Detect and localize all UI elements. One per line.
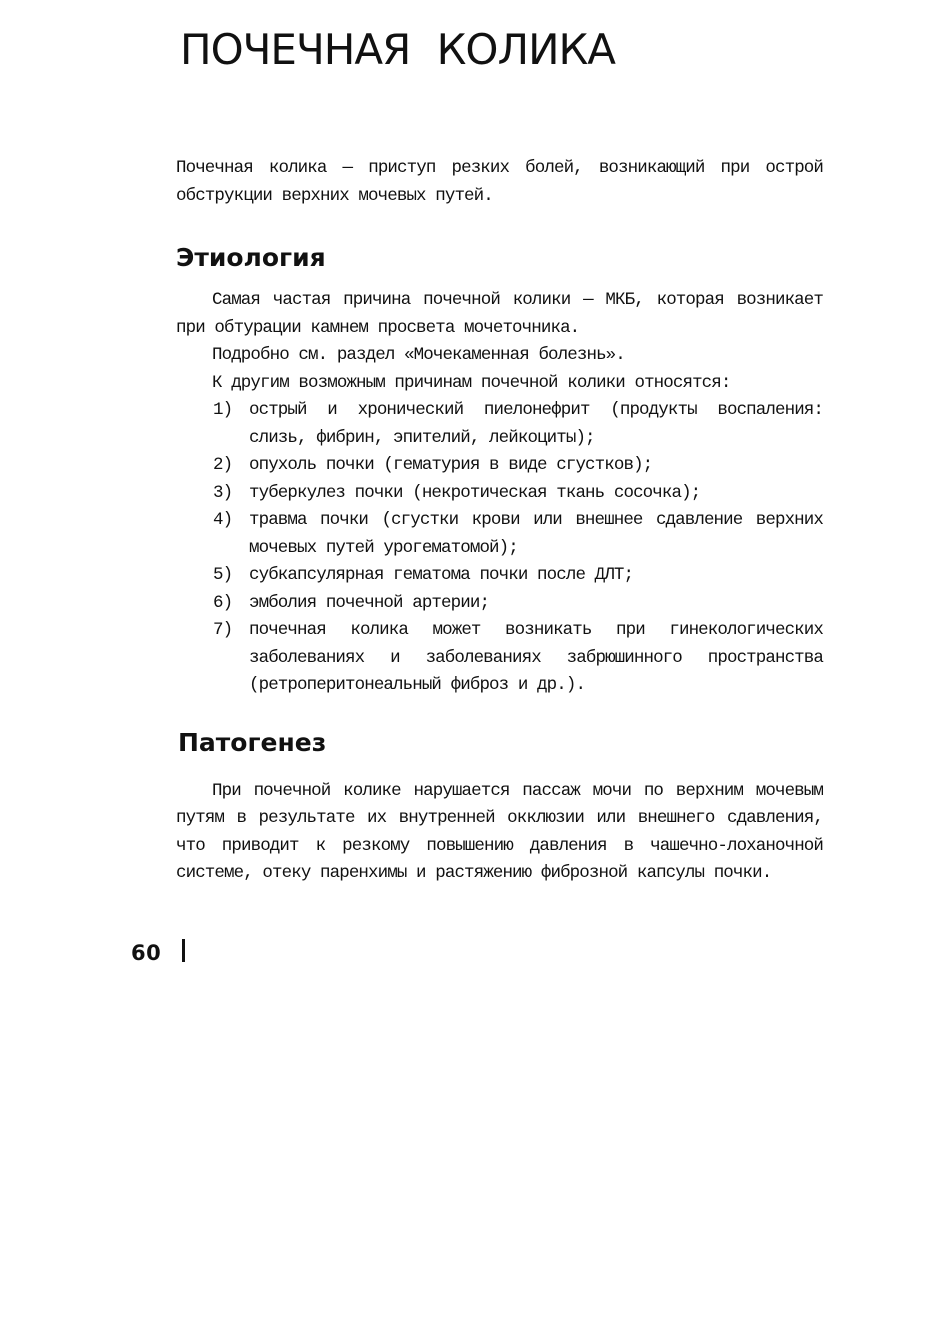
list-item-text: эмболия почечной артерии;: [249, 592, 490, 613]
etiology-paragraph: Самая частая причина почечной колики — МКБ, которая возникает при обтурации камнем просвета мочеточника.: [176, 290, 823, 338]
list-item-text: почечная колика может возникать при гинекологических заболеваниях и заболеваниях забрюшинного пространства (ретроперитонеальный фиброз и др.).: [249, 620, 823, 695]
list-item-text: туберкулез почки (некротическая ткань сосочка);: [249, 482, 701, 503]
list-item-number: 2): [213, 455, 233, 475]
list-item: [176, 480, 823, 508]
list-item-text: травма почки (сгустки крови или внешнее сдавление верхних мочевых путей урогематомой);: [249, 510, 823, 558]
list-item: [176, 617, 823, 700]
list-item: [176, 507, 823, 562]
page-footer: [131, 937, 185, 969]
list-item-number: 1): [213, 400, 233, 420]
pathogenesis-paragraph: При почечной колике нарушается пассаж мочи по верхним мочевым путям в результате их внутренней окклюзии или внешнего сдавления, что приводит к резкому повышению давления в чашечно-лоханочной системе, отеку паренхимы и растяжению фиброзной капсулы почки.: [176, 780, 823, 883]
page-number-divider: [182, 939, 185, 962]
etiology-reference: Подробно см. раздел «Мочекаменная болезнь».: [212, 345, 625, 365]
list-item-number: 5): [213, 565, 233, 585]
page-body: [176, 155, 823, 888]
list-item-number: 3): [213, 482, 233, 503]
list-item-number: 7): [213, 620, 233, 640]
page-title: ПОЧЕЧНАЯ КОЛИКА: [180, 25, 616, 74]
list-item-number: 6): [213, 592, 233, 613]
list-item-text: субкапсулярная гематома почки после ДЛТ;: [249, 565, 634, 585]
list-item: [176, 562, 823, 590]
list-item-text: острый и хронический пиелонефрит (продукты воспаления: слизь, фибрин, эпителий, лейкоциты);: [249, 400, 823, 448]
etiology-list-intro: К другим возможным причинам почечной колики относятся:: [212, 372, 731, 393]
list-item: [176, 452, 823, 480]
cause-list: [176, 397, 823, 700]
list-item-number: 4): [213, 510, 233, 530]
intro-paragraph: Почечная колика — приступ резких болей, возникающий при острой обструкции верхних мочевых путей.: [176, 158, 823, 206]
list-item-text: опухоль почки (гематурия в виде сгустков);: [249, 455, 653, 475]
list-item: [176, 397, 823, 452]
list-item: [176, 590, 823, 618]
pathogenesis-heading: Патогенез: [178, 727, 327, 757]
page-number: 60: [131, 941, 162, 965]
etiology-heading: Этиология: [176, 243, 326, 272]
